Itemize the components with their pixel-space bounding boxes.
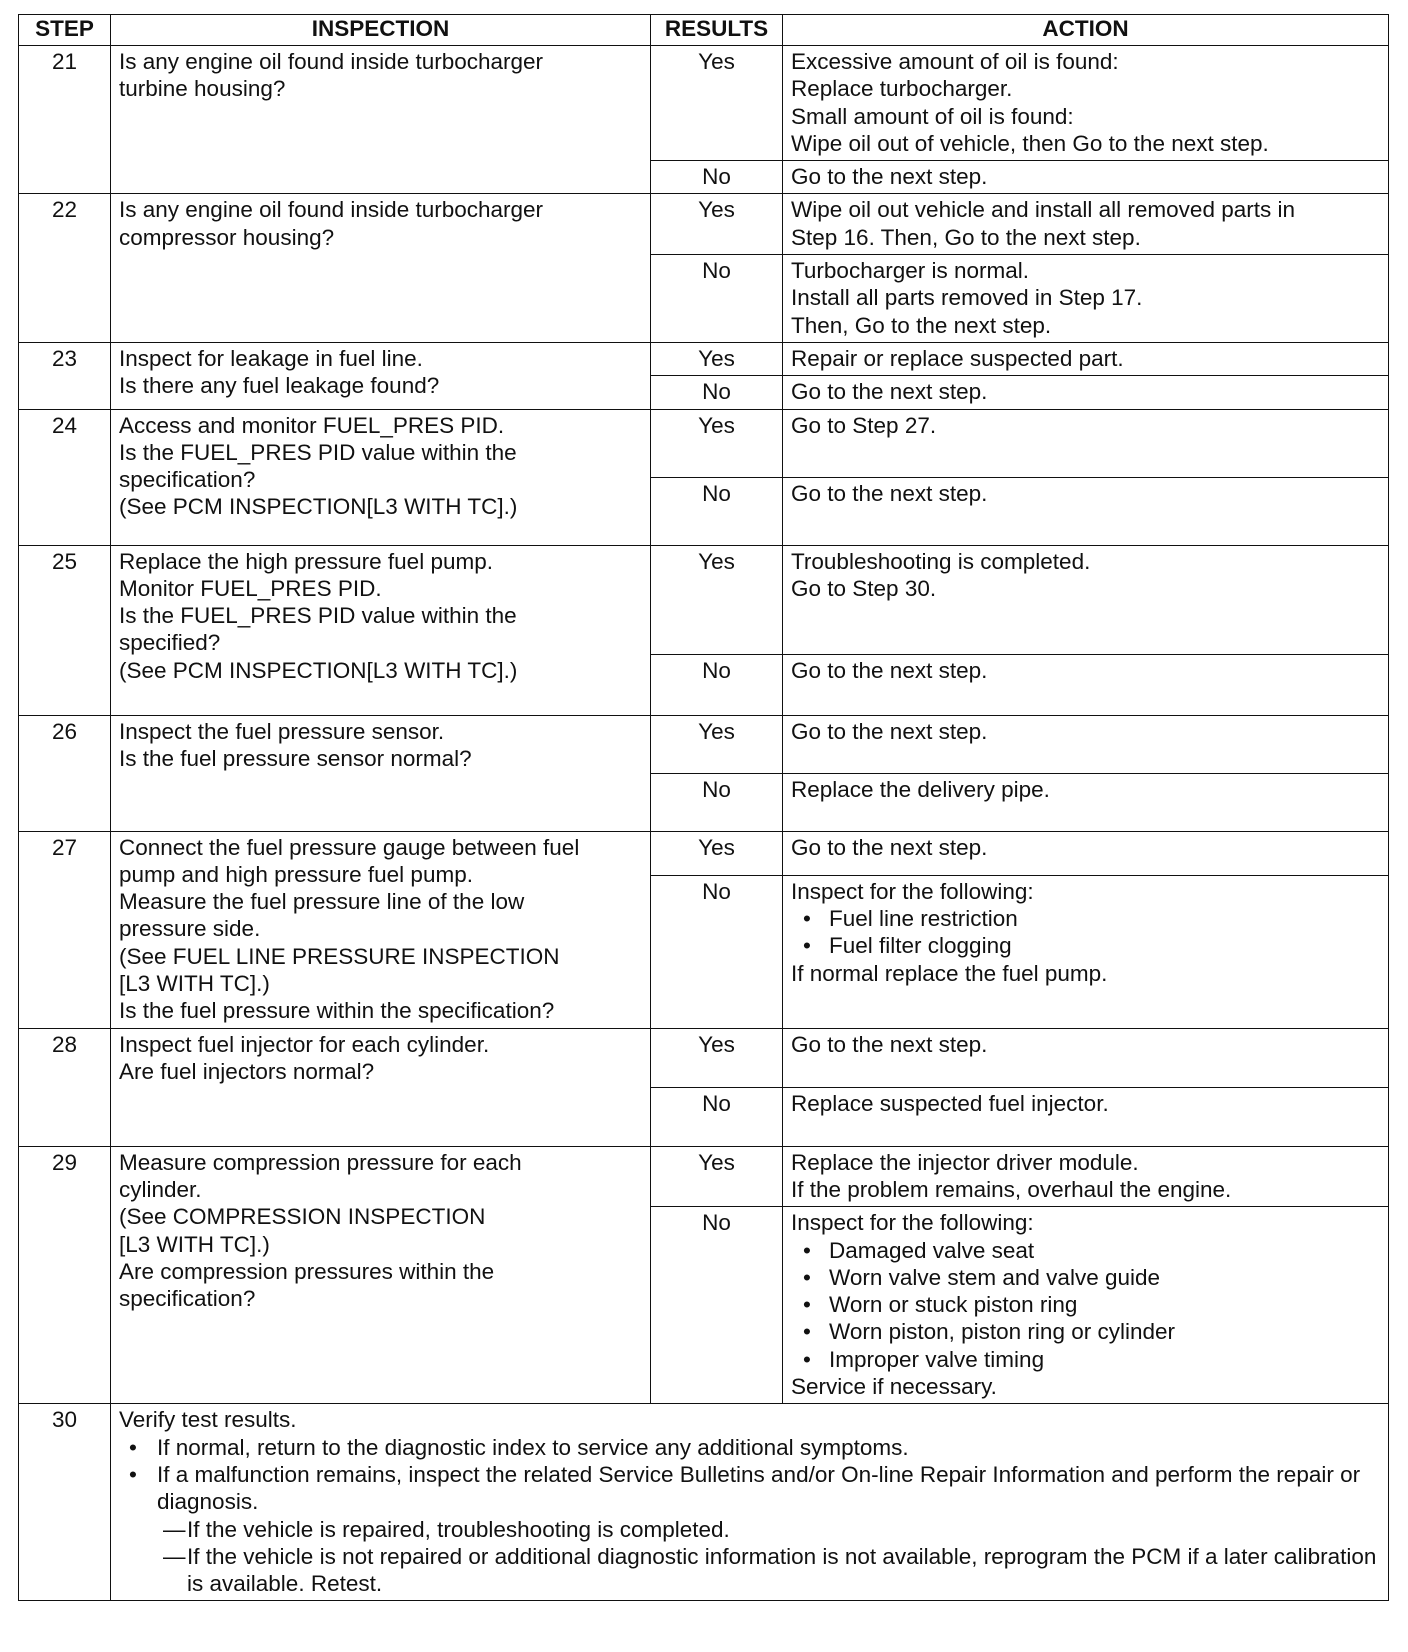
inspection-line: Are fuel injectors normal? [119,1058,375,1084]
action-cell [783,1087,1389,1146]
table-row [19,545,1389,655]
step-number: 29 [19,1146,111,1404]
inspection-cell [111,46,651,194]
inspection-line: cylinder. [119,1176,202,1202]
action-cell [783,655,1389,715]
step-number: 26 [19,715,111,831]
inspection-line: (See PCM INSPECTION[L3 WITH TC].) [119,494,518,520]
inspection-line: Is the fuel pressure sensor normal? [119,745,472,771]
result-yes: Yes [651,715,783,773]
result-yes: Yes [651,545,783,655]
action-bullet: • Fuel filter clogging [791,932,1380,959]
inspection-line: (See COMPRESSION INSPECTION [119,1204,486,1230]
inspection-cell [111,831,651,1028]
inspection-line: Connect the fuel pressure gauge between fuel [119,834,580,860]
table-row [19,194,1389,255]
step-number: 21 [19,46,111,194]
action-line: Replace the delivery pipe. [791,776,1050,802]
action-cell [783,376,1389,409]
result-yes: Yes [651,194,783,255]
action-cell [783,545,1389,655]
inspection-line: pump and high pressure fuel pump. [119,861,473,887]
result-no: No [651,477,783,545]
action-line: Go to Step 30. [791,575,937,601]
action-line: Go to Step 27. [791,412,937,438]
step-number: 24 [19,409,111,545]
inspection-line: specification? [119,1286,256,1312]
inspection-line: Inspect for leakage in fuel line. [119,345,423,371]
action-line: Install all parts removed in Step 17. [791,285,1143,311]
action-bullet: • Worn valve stem and valve guide [791,1264,1380,1291]
action-bullet: • Improper valve timing [791,1346,1380,1373]
action-cell [783,342,1389,375]
inspection-line: Is the FUEL_PRES PID value within the [119,439,517,465]
table-row [19,715,1389,773]
verify-subitem: — If the vehicle is repaired, troubleshooting is completed. [119,1516,1380,1543]
inspection-line: (See PCM INSPECTION[L3 WITH TC].) [119,657,518,683]
result-no: No [651,875,783,1028]
step-number: 30 [19,1404,111,1601]
inspection-cell [111,194,651,342]
action-line: Wipe oil out vehicle and install all removed parts in [791,197,1295,223]
result-yes: Yes [651,409,783,477]
result-no: No [651,255,783,343]
result-yes: Yes [651,831,783,875]
inspection-line: Measure the fuel pressure line of the low [119,889,525,915]
inspection-line: specified? [119,630,221,656]
inspection-cell [111,715,651,831]
step-number: 28 [19,1028,111,1146]
action-line: If normal replace the fuel pump. [791,960,1108,986]
result-no: No [651,655,783,715]
inspection-line: Is any engine oil found inside turbocharger [119,49,544,74]
result-yes: Yes [651,46,783,161]
table-row [19,1404,1389,1601]
header-step: STEP [19,15,111,46]
action-cell [783,477,1389,545]
action-line: Turbocharger is normal. [791,258,1030,284]
inspection-line: Is any engine oil found inside turbocharger [119,197,544,223]
verify-subitem: — If the vehicle is not repaired or additional diagnostic information is not available, reprogram the PCM if a later calibration is available. Retest. [119,1543,1380,1598]
action-cell [783,46,1389,161]
action-line: Go to the next step. [791,718,988,744]
action-line: Excessive amount of oil is found: [791,49,1119,74]
action-line: Small amount of oil is found: [791,103,1074,129]
inspection-cell [111,1146,651,1404]
inspection-line: (See FUEL LINE PRESSURE INSPECTION [119,943,560,969]
action-line: Go to the next step. [791,164,988,190]
header-inspection: INSPECTION [111,15,651,46]
inspection-line: specification? [119,467,256,493]
verify-bullet: • If a malfunction remains, inspect the related Service Bulletins and/or On-line Repair Information and perform the repair or diagnosis. [119,1461,1380,1516]
table-row [19,46,1389,161]
inspection-cell [111,1028,651,1146]
table-row [19,1028,1389,1087]
inspection-cell [111,545,651,715]
action-line: Inspect for the following: [791,878,1034,904]
inspection-line: Monitor FUEL_PRES PID. [119,575,382,601]
table-row [19,831,1389,875]
step-number: 22 [19,194,111,342]
result-no: No [651,1087,783,1146]
action-bullet: • Damaged valve seat [791,1237,1380,1264]
table-row [19,342,1389,375]
result-no: No [651,773,783,831]
action-cell [783,875,1389,1028]
action-line: Then, Go to the next step. [791,312,1052,338]
action-line: Replace turbocharger. [791,76,1013,102]
inspection-line: Is the FUEL_PRES PID value within the [119,603,517,629]
action-line: If the problem remains, overhaul the engine. [791,1176,1232,1202]
result-no: No [651,1207,783,1404]
action-line: Wipe oil out of vehicle, then Go to the next step. [791,130,1269,156]
action-bullet: • Fuel line restriction [791,905,1380,932]
result-no: No [651,161,783,194]
action-cell [783,1028,1389,1087]
result-yes: Yes [651,1028,783,1087]
diagnostic-table [18,14,1389,1601]
inspection-line: Is the fuel pressure within the specification? [119,998,555,1024]
inspection-line: Is there any fuel leakage found? [119,373,440,399]
table-row [19,409,1389,477]
header-action: ACTION [783,15,1389,46]
verify-bullet: • If normal, return to the diagnostic index to service any additional symptoms. [119,1434,1380,1461]
inspection-cell [111,342,651,409]
verify-title: Verify test results. [119,1407,297,1433]
inspection-line: turbine housing? [119,76,286,102]
inspection-line: Inspect the fuel pressure sensor. [119,718,445,744]
result-yes: Yes [651,1146,783,1207]
inspection-line: Inspect fuel injector for each cylinder. [119,1031,490,1057]
action-cell [783,1146,1389,1207]
action-line: Replace the injector driver module. [791,1149,1139,1175]
action-line: Step 16. Then, Go to the next step. [791,224,1141,250]
inspection-line: Replace the high pressure fuel pump. [119,548,493,574]
action-line: Troubleshooting is completed. [791,548,1091,574]
header-row [19,15,1389,46]
action-line: Go to the next step. [791,834,988,860]
step-number: 27 [19,831,111,1028]
action-line: Go to the next step. [791,480,988,506]
result-yes: Yes [651,342,783,375]
header-results: RESULTS [651,15,783,46]
action-cell [783,831,1389,875]
verify-cell [111,1404,1389,1601]
action-cell [783,409,1389,477]
inspection-line: compressor housing? [119,224,335,250]
action-line: Go to the next step. [791,379,988,405]
table-row [19,1146,1389,1207]
inspection-cell [111,409,651,545]
inspection-line: Measure compression pressure for each [119,1149,522,1175]
action-cell [783,255,1389,343]
inspection-line: pressure side. [119,916,261,942]
action-line: Repair or replace suspected part. [791,345,1124,371]
inspection-line: [L3 WITH TC].) [119,971,270,997]
result-no: No [651,376,783,409]
inspection-line: Access and monitor FUEL_PRES PID. [119,412,505,438]
action-cell [783,194,1389,255]
action-bullet: • Worn or stuck piston ring [791,1291,1380,1318]
action-line: Service if necessary. [791,1374,997,1400]
action-bullet: • Worn piston, piston ring or cylinder [791,1318,1380,1345]
inspection-line: [L3 WITH TC].) [119,1231,270,1257]
action-cell [783,161,1389,194]
action-line: Inspect for the following: [791,1210,1034,1236]
step-number: 25 [19,545,111,715]
action-cell [783,715,1389,773]
action-line: Go to the next step. [791,1031,988,1057]
action-cell [783,773,1389,831]
action-line: Replace suspected fuel injector. [791,1090,1109,1116]
step-number: 23 [19,342,111,409]
action-cell [783,1207,1389,1404]
action-line: Go to the next step. [791,658,988,684]
inspection-line: Are compression pressures within the [119,1258,495,1284]
